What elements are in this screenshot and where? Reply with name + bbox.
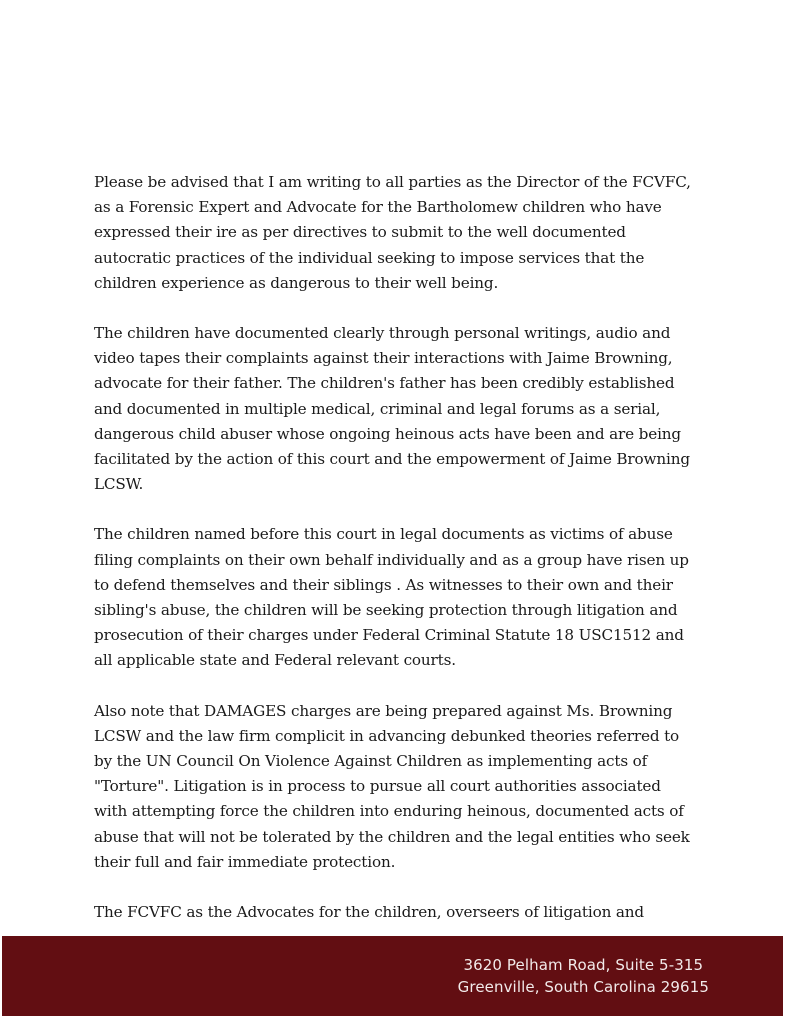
paragraph-line: LCSW and the law firm complicit in advancing debunked theories referred to: [94, 726, 680, 745]
paragraph-line: all applicable state and Federal relevant courts.: [94, 651, 456, 670]
paragraph-line: video tapes their complaints against their interactions with Jaime Browning,: [94, 349, 673, 368]
letter-body: [94, 170, 706, 950]
letter-paragraph: [94, 522, 706, 673]
letter-paragraph: [94, 170, 706, 296]
paragraph-line: and documented in multiple medical, criminal and legal forums as a serial,: [94, 399, 661, 418]
paragraph-line: advocate for their father. The children's father has been credibly established: [94, 374, 675, 393]
letter-paragraph: [94, 699, 706, 875]
paragraph-line: autocratic practices of the individual seeking to impose services that the: [94, 248, 645, 267]
paragraph-line: prosecution of their charges under Federal Criminal Statute 18 USC1512 and: [94, 626, 684, 645]
paragraph-line: expressed their ire as per directives to submit to the well documented: [94, 223, 626, 242]
paragraph-line: LCSW.: [94, 475, 144, 494]
footer-address: [458, 954, 709, 998]
paragraph-line: "Torture". Litigation is in process to pursue all court authorities associated: [94, 777, 661, 796]
footer-band: [2, 936, 783, 1016]
paragraph-line: abuse that will not be tolerated by the children and the legal entities who seek: [94, 827, 690, 846]
letter-paragraph: [94, 321, 706, 497]
paragraph-line: children experience as dangerous to their well being.: [94, 273, 499, 292]
address-line-city: Greenville, South Carolina 29615: [457, 978, 709, 996]
address-line-street: 3620 Pelham Road, Suite 5-315: [463, 956, 704, 974]
paragraph-line: Also note that DAMAGES charges are being prepared against Ms. Browning: [94, 701, 673, 720]
paragraph-line: by the UN Council On Violence Against Children as implementing acts of: [94, 752, 648, 771]
paragraph-line: with attempting force the children into enduring heinous, documented acts of: [94, 802, 684, 821]
paragraph-line: The children have documented clearly through personal writings, audio and: [94, 324, 671, 343]
paragraph-line: sibling's abuse, the children will be seeking protection through litigation and: [94, 601, 678, 620]
paragraph-line: facilitated by the action of this court and the empowerment of Jaime Browning: [94, 450, 690, 469]
paragraph-line: filing complaints on their own behalf individually and as a group have risen up: [94, 550, 689, 569]
paragraph-line: The FCVFC as the Advocates for the children, overseers of litigation and: [94, 903, 645, 922]
paragraph-line: dangerous child abuser whose ongoing heinous acts have been and are being: [94, 424, 681, 443]
paragraph-line: as a Forensic Expert and Advocate for the Bartholomew children who have: [94, 198, 662, 217]
paragraph-line: their full and fair immediate protection.: [94, 852, 396, 871]
paragraph-line: to defend themselves and their siblings . As witnesses to their own and their: [94, 575, 673, 594]
paragraph-line: Please be advised that I am writing to all parties as the Director of the FCVFC,: [94, 173, 691, 191]
letter-paragraph: [94, 900, 706, 925]
paragraph-line: The children named before this court in legal documents as victims of abuse: [94, 525, 673, 544]
